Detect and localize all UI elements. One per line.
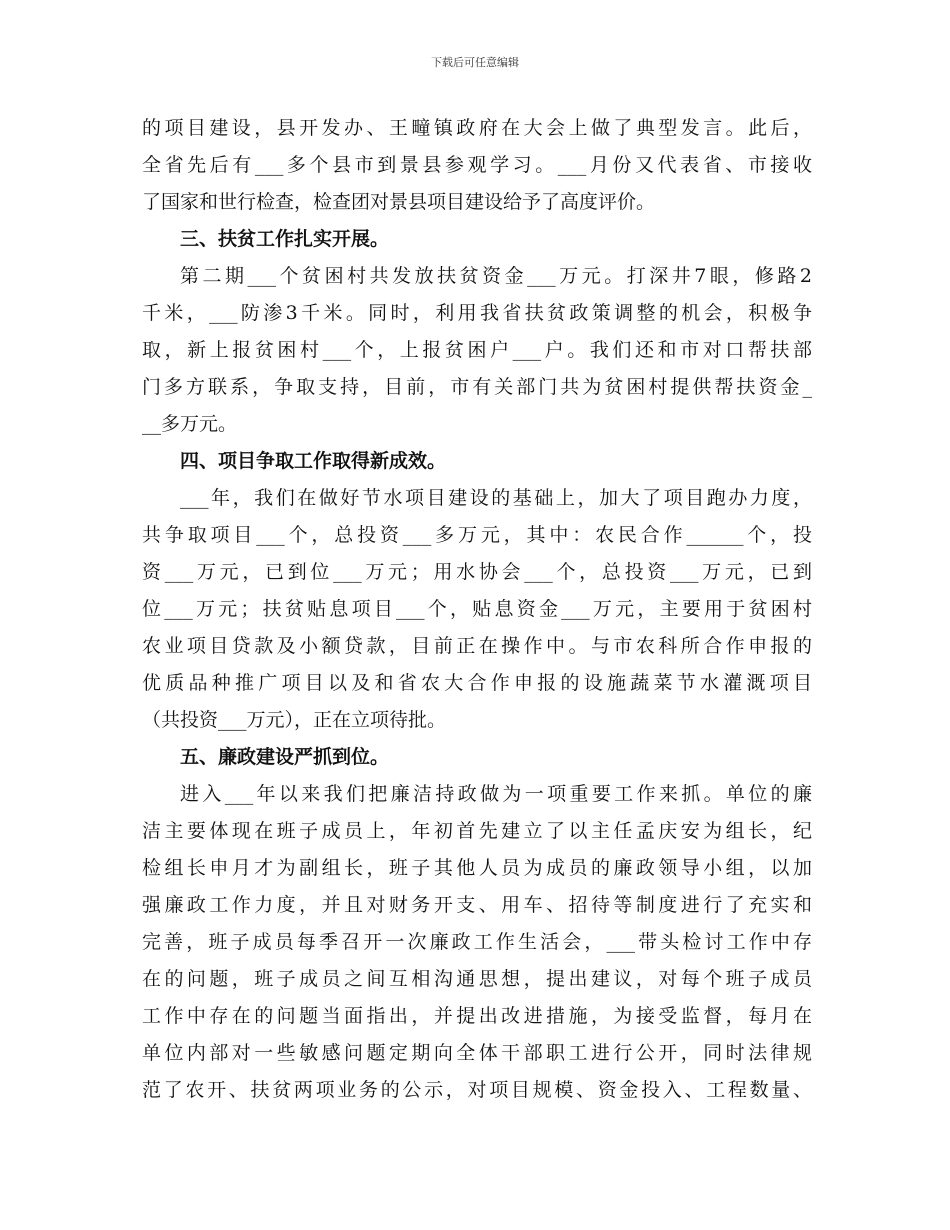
paragraph-line: 在的问题，班子成员之间互相沟通思想，提出建议，对每个班子成员 bbox=[142, 968, 812, 990]
paragraph-line: 范了农开、扶贫两项业务的公示，对项目规模、资金投入、工程数量、 bbox=[142, 1079, 812, 1101]
paragraph-line: 门多方联系，争取支持，目前，市有关部门共为贫困村提供帮扶资金_ bbox=[142, 376, 812, 398]
section-heading-3: 三、扶贫工作扎实开展。 bbox=[180, 228, 390, 250]
document-body bbox=[142, 110, 812, 1109]
paragraph-line: 洁主要体现在班子成员上，年初首先建立了以主任孟庆安为组长，纪 bbox=[142, 820, 812, 842]
paragraph-line: 单位内部对一些敏感问题定期向全体干部职工进行公开，同时法律规 bbox=[142, 1042, 812, 1064]
paragraph-line: 取，新上报贫困村___个，上报贫困户___户。我们还和市对口帮扶部 bbox=[142, 339, 812, 361]
page-header: 下载后可任意编辑 bbox=[431, 56, 519, 69]
paragraph-line: 农业项目贷款及小额贷款，目前正在操作中。与市农科所合作申报的 bbox=[142, 635, 812, 657]
paragraph-line: ___年，我们在做好节水项目建设的基础上，加大了项目跑办力度， bbox=[180, 487, 812, 509]
section-3-paragraph bbox=[142, 258, 812, 443]
paragraph-line: 第二期___个贫困村共发放扶贫资金___万元。打深井7眼，修路2 bbox=[180, 265, 812, 287]
intro-paragraph bbox=[142, 110, 812, 221]
paragraph-line: 检组长申月才为副组长，班子其他人员为成员的廉政领导小组，以加 bbox=[142, 857, 812, 879]
section-heading-5: 五、廉政建设严抓到位。 bbox=[180, 746, 390, 768]
paragraph-line: 资___万元，已到位___万元；用水协会___个，总投资___万元，已到 bbox=[142, 561, 812, 583]
paragraph-line: 共争取项目___个，总投资___多万元，其中：农民合作______个，投 bbox=[142, 524, 812, 546]
paragraph-line: 优质品种推广项目以及和省农大合作申报的设施蔬菜节水灌溉项目 bbox=[142, 672, 812, 694]
section-4-paragraph bbox=[142, 480, 812, 739]
paragraph-line: __多万元。 bbox=[142, 413, 238, 435]
paragraph-line: 千米，___防渗3千米。同时，利用我省扶贫政策调整的机会，积极争 bbox=[142, 302, 812, 324]
paragraph-line: 强廉政工作力度，并且对财务开支、用车、招待等制度进行了充实和 bbox=[142, 894, 812, 916]
paragraph-line: 的项目建设，县开发办、王疃镇政府在大会上做了典型发言。此后， bbox=[142, 117, 812, 139]
section-heading-4: 四、项目争取工作取得新成效。 bbox=[180, 450, 447, 472]
paragraph-line: 进入___年以来我们把廉洁持政做为一项重要工作来抓。单位的廉 bbox=[180, 783, 812, 805]
paragraph-line: （共投资___万元），正在立项待批。 bbox=[142, 709, 447, 731]
paragraph-line: 了国家和世行检查，检查团对景县项目建设给予了高度评价。 bbox=[142, 191, 656, 213]
paragraph-line: 全省先后有___多个县市到景县参观学习。___月份又代表省、市接收 bbox=[142, 154, 812, 176]
paragraph-line: 工作中存在的问题当面指出，并提出改进措施，为接受监督，每月在 bbox=[142, 1005, 812, 1027]
paragraph-line: 位___万元；扶贫贴息项目___个，贴息资金___万元，主要用于贫困村 bbox=[142, 598, 812, 620]
paragraph-line: 完善，班子成员每季召开一次廉政工作生活会，___带头检讨工作中存 bbox=[142, 931, 812, 953]
section-5-paragraph bbox=[142, 776, 812, 1109]
